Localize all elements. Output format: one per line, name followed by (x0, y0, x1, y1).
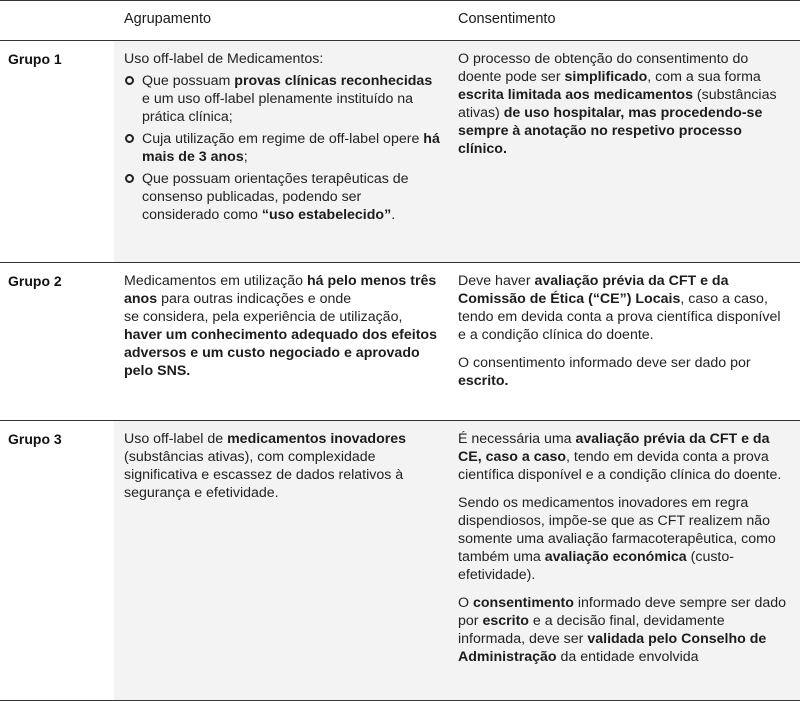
group-label: Grupo 3 (8, 431, 62, 447)
consentimento-text: O processo de obtenção do consentimento do doente pode ser simplificado, com a sua forma escrita limitada aos medicamentos (substâncias ativas) de uso hospitalar, mas procedendo-se sempre à anotação no respetivo processo clínico. (458, 51, 777, 157)
agrupamento-text: Uso off-label de medicamentos inovadores (substâncias ativas), com complexidade significativa e escassez de dados relativos à segurança e efetividade. (124, 431, 407, 501)
consentimento-cell (452, 421, 800, 701)
table-row-grupo-1 (0, 41, 800, 263)
consentimento-paragraph: Deve haver avaliação prévia da CFT e da Comissão de Ética (“CE”) Locais, caso a caso, tendo em devida conta a prova científica disponível e a condição clínica do doente. (458, 273, 781, 343)
criteria-list (124, 72, 442, 224)
group-label: Grupo 1 (8, 51, 62, 67)
consentimento-cell (452, 41, 800, 263)
header-agrupamento: Agrupamento (114, 1, 452, 41)
agrupamento-cell (114, 41, 452, 263)
list-item: Que possuam provas clínicas reconhecidas e um uso off-label plenamente instituído na prática clínica; (124, 72, 442, 126)
group-label: Grupo 2 (8, 273, 62, 289)
consentimento-paragraph: Sendo os medicamentos inovadores em regra dispendiosos, impõe-se que as CFT realizem não somente uma avaliação farmacoterapêutica, como também uma avaliação económica (custo-efetividade). (458, 495, 776, 583)
list-item: Que possuam orientações terapêuticas de consenso publicadas, podendo ser considerado como “uso estabelecido”. (124, 170, 442, 224)
agrupamento-cell (114, 263, 452, 421)
agrupamento-text: Medicamentos em utilização há pelo menos três anos para outras indicações e onde se considera, pela experiência de utilização, haver um conhecimento adequado dos efeitos adversos e um custo negociado e aprovado pelo SNS. (124, 273, 437, 379)
consentimento-paragraph: É necessária uma avaliação prévia da CFT e da CE, caso a caso, tendo em devida conta a prova científica disponível e a condição clínica do doente. (458, 431, 782, 483)
header-consentimento: Consentimento (452, 1, 800, 41)
consentimento-paragraph: O consentimento informado deve ser dado por escrito. (458, 355, 751, 389)
agrupamento-intro: Uso off-label de Medicamentos: (124, 51, 324, 67)
consentimento-cell (452, 263, 800, 421)
header-group (0, 1, 114, 41)
consentimento-paragraph: O consentimento informado deve sempre ser dado por escrito e a decisão final, devidamente informada, deve ser validada pelo Conselho de Administração da entidade envolvida (458, 595, 787, 665)
list-item: Cuja utilização em regime de off-label opere há mais de 3 anos; (124, 130, 442, 166)
table-row-grupo-3 (0, 421, 800, 701)
header-row (0, 1, 800, 41)
table-row-grupo-2 (0, 263, 800, 421)
agrupamento-cell (114, 421, 452, 701)
